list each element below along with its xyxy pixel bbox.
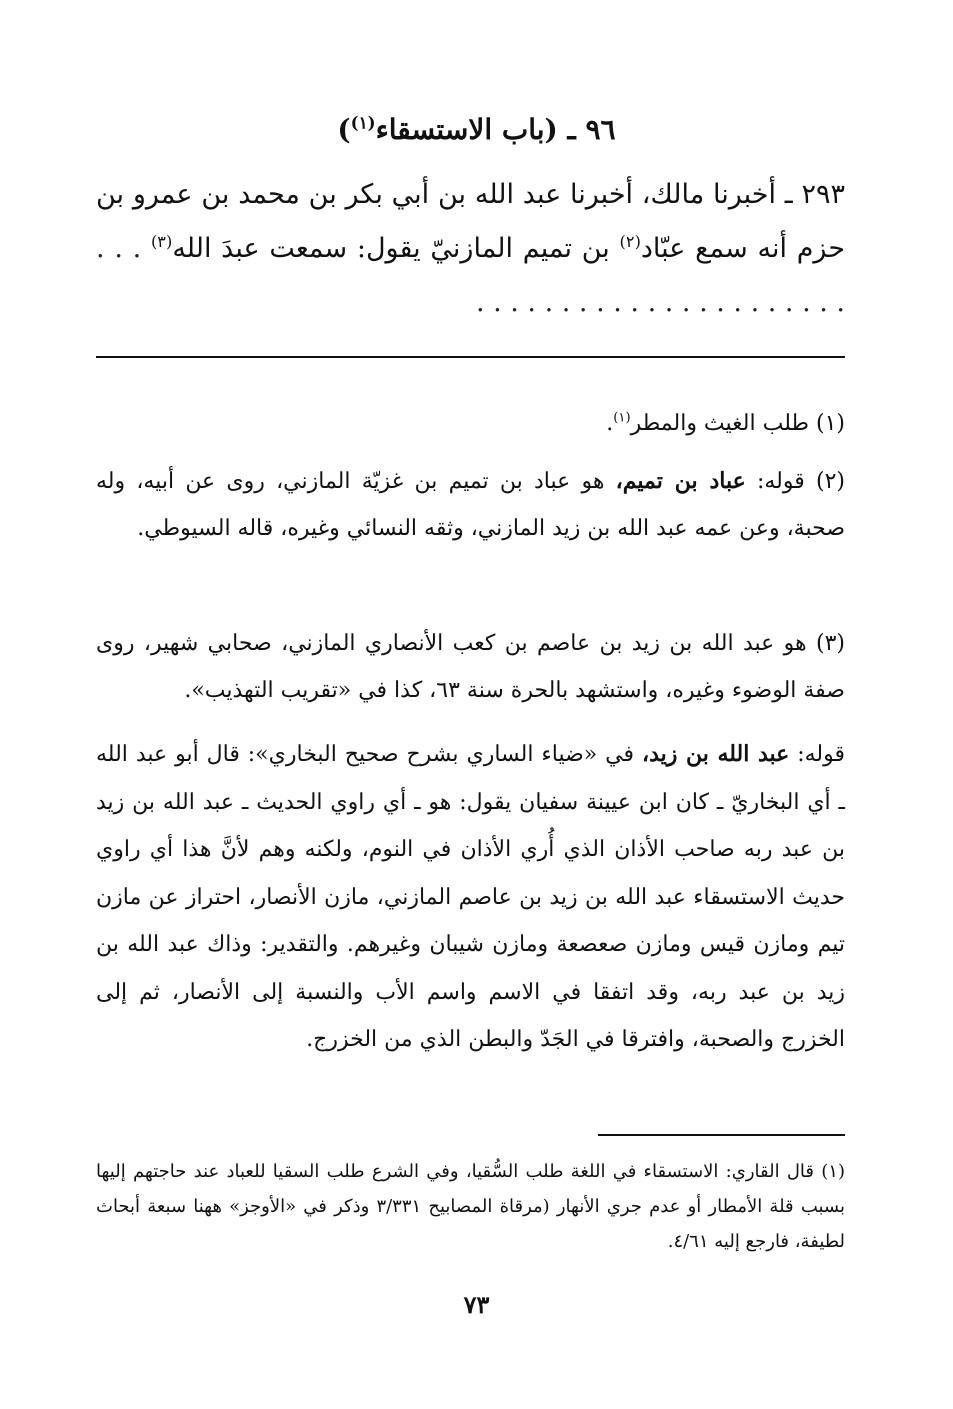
comment-text: هو عباد بن تميم بن غزيّة المازني، روى عن أبيه، وله صحبة، وعن عمه عبد الله بن زيد المازني، وثقه النسائي وغيره، قاله السيوطي.	[96, 469, 845, 541]
comment-end: .	[606, 411, 614, 436]
comment-3	[96, 620, 845, 714]
footnote-ref: (٢)	[619, 232, 641, 251]
chapter-heading	[0, 108, 953, 152]
comment-prefix: قوله:	[789, 742, 845, 767]
footnote-ref: (١)	[350, 112, 376, 133]
comment-text: طلب الغيث والمطر	[630, 411, 816, 436]
comment-prefix: قوله:	[745, 469, 816, 494]
comment-text: هو عبد الله بن زيد بن عاصم بن كعب الأنصاري المازني، صحابي شهير، روى صفة الوضوء وغيره، واستشهد بالحرة سنة ٦٣، كذا في «تقريب التهذيب».	[96, 631, 845, 703]
comment-1	[96, 404, 845, 444]
separator-rule	[96, 356, 845, 358]
comment-number: (١)	[815, 411, 845, 436]
footnote-number: (١)	[821, 1161, 845, 1182]
comment-number: (٢)	[815, 469, 845, 494]
hadith-text	[96, 168, 845, 330]
comment-lemma: عباد بن تميم،	[615, 468, 746, 494]
chapter-title: ٩٦ ـ (باب الاستسقاء	[375, 113, 616, 146]
comment-lemma: عبد الله بن زيد،	[641, 741, 790, 767]
footnote-separator	[598, 1134, 845, 1136]
footnote-text: قال القاري: الاستسقاء في اللغة طلب السُّقيا، وفي الشرع طلب السقيا للعباد عند حاجتهم إليها بسبب قلة الأمطار أو عدم جري الأنهار (مرقاة المصابيح ٣/٣٣١ وذكر في «الأوجز» ههنا سبعة أبحاث لطيفة، فارجع إليه ٤/٦١.	[96, 1161, 845, 1252]
ellipsis-dots: . . . . . . . . . . . . . . . . . . . . . . . . .	[96, 233, 845, 318]
footnote-1	[96, 1154, 845, 1259]
footnote-ref: (١)	[613, 410, 631, 426]
comment-2	[96, 458, 845, 552]
comment-4	[96, 731, 845, 1064]
page-number: ٧٣	[463, 1290, 490, 1319]
comment-text: في «ضياء الساري بشرح صحيح البخاري»: قال أبو عبد الله ـ أي البخاريّ ـ كان ابن عيينة سفيان يقول: هو ـ أي راوي الحديث ـ عبد الله بن زيد بن عبد ربه صاحب الأذان الذي أُري الأذان في النوم، ولكنه وهم لأنَّ هذا أي راوي حديث الاستسقاء عبد الله بن زيد بن عاصم المازني، مازن الأنصار، احتراز عن مازن تيم ومازن قيس ومازن صعصعة ومازن شيبان وغيرهم. والتقدير: وذاك عبد الله بن زيد بن عبد ربه، وقد اتفقا في الاسم واسم الأب والنسبة إلى الأنصار، ثم إلى الخزرج والصحبة، وافترقا في الجَدّ والبطن الذي من الخزرج.	[96, 742, 845, 1052]
hadith-part-2: بن تميم المازنيّ يقول: سمعت عبدَ الله	[172, 233, 620, 264]
chapter-title-close: )	[337, 113, 351, 146]
footnote-ref: (٣)	[150, 232, 173, 251]
comment-number: (٣)	[815, 631, 845, 656]
hadith-part-1: ٢٩٣ ـ أخبرنا مالك، أخبرنا عبد الله بن أبي بكر بن محمد بن عمرو بن حزم أنه سمع عبّاد	[96, 179, 846, 264]
